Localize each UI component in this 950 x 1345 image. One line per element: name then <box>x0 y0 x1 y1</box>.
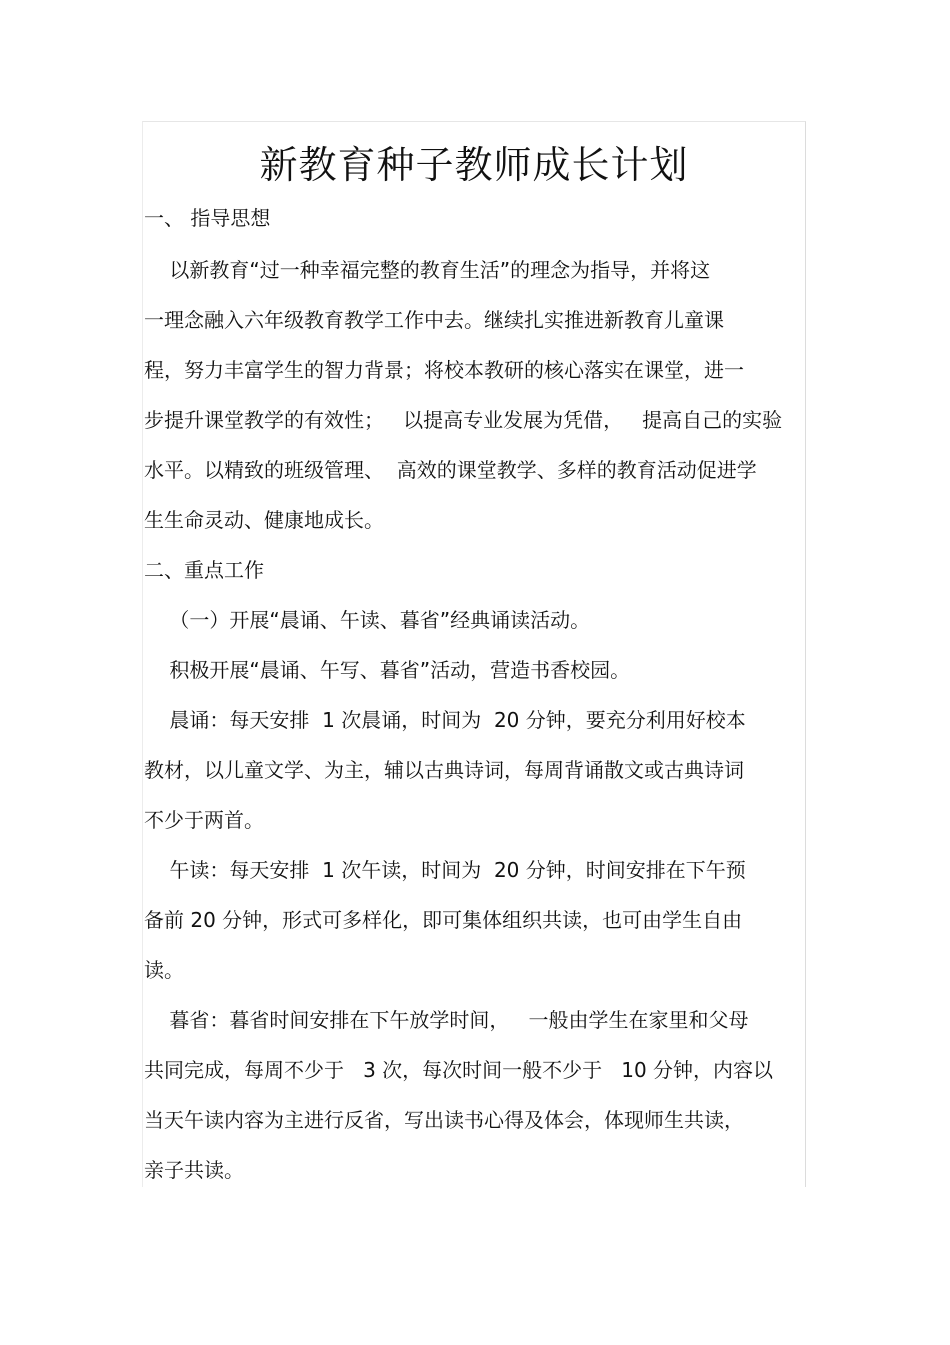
paragraph-line: 不少于两首。 <box>144 808 264 832</box>
paragraph-line: 水平。以精致的班级管理、 高效的课堂教学、多样的教育活动促进学 <box>144 458 757 482</box>
section-heading-guiding-ideology: 一、 指导思想 <box>144 206 271 230</box>
paragraph-line: 午读：每天安排 1 次午读，时间为 20 分钟，时间安排在下午预 <box>144 858 746 882</box>
paragraph-line: 积极开展“晨诵、午写、暮省”活动，营造书香校园。 <box>144 658 631 682</box>
paragraph-line: 教材，以儿童文学、为主，辅以古典诗词，每周背诵散文或古典诗词 <box>144 758 744 782</box>
paragraph-line: 亲子共读。 <box>144 1158 244 1182</box>
paragraph-line: 一理念融入六年级教育教学工作中去。继续扎实推进新教育儿童课 <box>144 308 724 332</box>
paragraph-line: 步提升课堂教学的有效性； 以提高专业发展为凭借， 提高自己的实验 <box>144 408 783 432</box>
section-heading-key-work: 二、重点工作 <box>144 558 264 582</box>
paragraph-line: 生生命灵动、健康地成长。 <box>144 508 384 532</box>
paragraph-line: 暮省：暮省时间安排在下午放学时间， 一般由学生在家里和父母 <box>144 1008 749 1032</box>
document-title: 新教育种子教师成长计划 <box>259 143 689 187</box>
paragraph-line: 晨诵：每天安排 1 次晨诵，时间为 20 分钟，要充分利用好校本 <box>144 708 746 732</box>
paragraph-line: 当天午读内容为主进行反省，写出读书心得及体会，体现师生共读， <box>144 1108 744 1132</box>
paragraph-line: 读。 <box>144 958 184 982</box>
paragraph-line: 共同完成，每周不少于 3 次，每次时间一般不少于 10 分钟，内容以 <box>144 1058 774 1082</box>
paragraph-line: 备前 20 分钟，形式可多样化，即可集体组织共读，也可由学生自由 <box>144 908 743 932</box>
paragraph-line: 程，努力丰富学生的智力背景；将校本教研的核心落实在课堂，进一 <box>144 358 744 382</box>
paragraph-line: 以新教育“过一种幸福完整的教育生活”的理念为指导，并将这 <box>144 258 711 282</box>
subsection-heading: （一）开展“晨诵、午读、暮省”经典诵读活动。 <box>144 608 591 632</box>
